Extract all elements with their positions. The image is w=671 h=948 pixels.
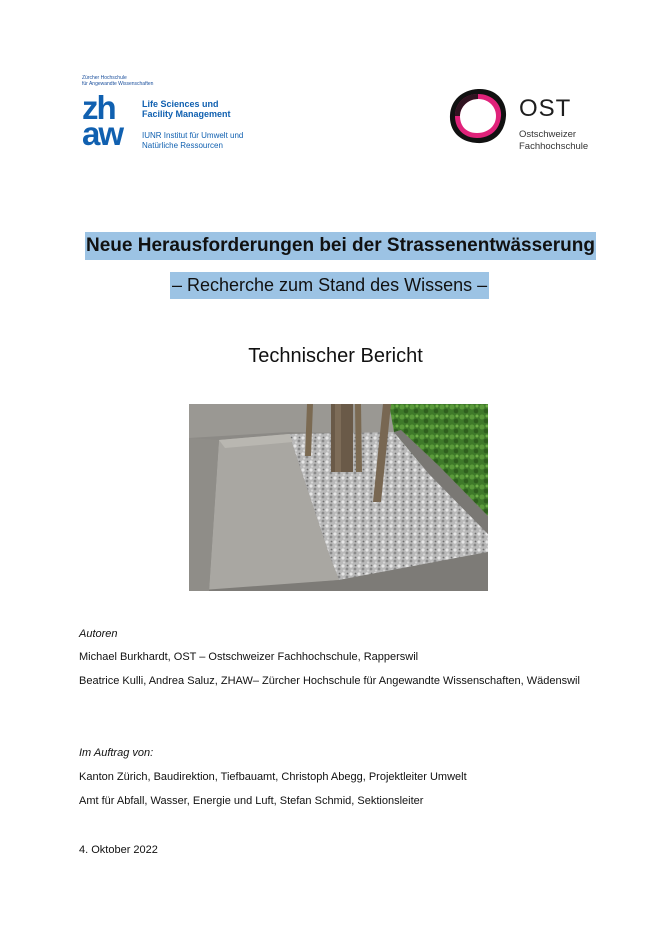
commission-label: Im Auftrag von: xyxy=(79,747,154,759)
ost-logo xyxy=(447,86,607,156)
report-title: Neue Herausforderungen bei der Strassenentwässerung xyxy=(85,232,596,260)
commission-line: Kanton Zürich, Baudirektion, Tiefbauamt, Christoph Abegg, Projektleiter Umwelt xyxy=(79,771,467,783)
zhaw-school-name: Zürcher Hochschule für Angewandte Wissenschaften xyxy=(82,75,154,87)
commission-line: Amt für Abfall, Wasser, Energie und Luft, Stefan Schmid, Sektionsleiter xyxy=(79,795,424,807)
report-date: 4. Oktober 2022 xyxy=(79,844,158,856)
author-line: Michael Burkhardt, OST – Ostschweizer Fachhochschule, Rapperswil xyxy=(79,651,419,663)
ost-subtitle: Ostschweizer Fachhochschule xyxy=(519,129,589,152)
ost-ring-icon xyxy=(447,86,509,146)
author-line: Beatrice Kulli, Andrea Saluz, ZHAW– Zürcher Hochschule für Angewandte Wissenschaften, Wädenswil xyxy=(79,675,580,687)
zhaw-logo xyxy=(82,75,257,155)
zhaw-mark-bottom: aw xyxy=(82,115,123,152)
cover-photo xyxy=(189,404,488,591)
zhaw-wordmark xyxy=(82,89,136,152)
zhaw-institute: IUNR Institut für Umwelt und Natürliche Ressourcen xyxy=(142,131,244,150)
report-subtitle: – Recherche zum Stand des Wissens – xyxy=(170,272,489,299)
zhaw-department: Life Sciences und Facility Management xyxy=(142,99,231,119)
report-type: Technischer Bericht xyxy=(248,345,423,367)
authors-label: Autoren xyxy=(79,628,118,640)
ost-name: OST xyxy=(519,95,572,122)
zhaw-mark-top: zh xyxy=(82,89,115,126)
